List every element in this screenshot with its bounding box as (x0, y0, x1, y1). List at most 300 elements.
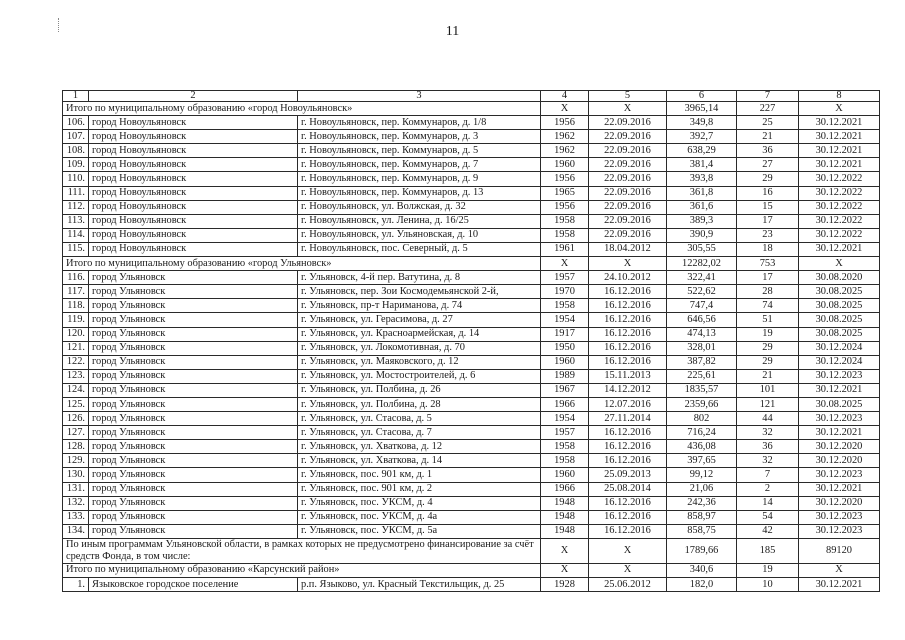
date-cell: 16.12.2016 (589, 299, 667, 313)
address-cell: г. Ульяновск, пос. УКСМ, д. 4а (298, 510, 541, 524)
area-cell: 381,4 (667, 158, 737, 172)
date-cell: 16.12.2016 (589, 440, 667, 454)
table-row (63, 313, 880, 327)
date-cell: 16.12.2016 (589, 285, 667, 299)
subtotal-cell: X (589, 257, 667, 271)
row-number: 115. (63, 242, 89, 256)
housing-table (62, 90, 880, 592)
table-row (63, 383, 880, 397)
year-cell: 1989 (541, 369, 589, 383)
table-row (63, 172, 880, 186)
subtotal-label: По иным программам Ульяновской области, в рамках которых не предусмотрено финансирование за счёт средств Фонда, в том числе: (63, 538, 541, 563)
address-cell: г. Ульяновск, ул. Красноармейская, д. 14 (298, 327, 541, 341)
address-cell: г. Ульяновск, ул. Хваткова, д. 14 (298, 454, 541, 468)
municipality-cell: город Ульяновск (89, 285, 298, 299)
residents-cell: 16 (737, 186, 799, 200)
date-cell: 15.11.2013 (589, 369, 667, 383)
area-cell: 436,08 (667, 440, 737, 454)
year-cell: 1954 (541, 412, 589, 426)
subtotal-cell: X (799, 102, 880, 116)
subtotal-cell: X (541, 102, 589, 116)
address-cell: г. Ульяновск, ул. Маяковского, д. 12 (298, 355, 541, 369)
subtotal-cell: X (541, 563, 589, 577)
row-number: 128. (63, 440, 89, 454)
address-cell: г. Новоульяновск, пер. Коммунаров, д. 1/8 (298, 116, 541, 130)
table-row (63, 412, 880, 426)
area-cell: 2359,66 (667, 397, 737, 411)
residents-cell: 51 (737, 313, 799, 327)
address-cell: г. Новоульяновск, пер. Коммунаров, д. 7 (298, 158, 541, 172)
table-row (63, 468, 880, 482)
area-cell: 349,8 (667, 116, 737, 130)
deadline-cell: 30.08.2025 (799, 313, 880, 327)
address-cell: г. Ульяновск, 4-й пер. Ватутина, д. 8 (298, 271, 541, 285)
address-cell: г. Новоульяновск, пер. Коммунаров, д. 5 (298, 144, 541, 158)
table-row (63, 200, 880, 214)
year-cell: 1965 (541, 186, 589, 200)
area-cell: 716,24 (667, 426, 737, 440)
municipality-cell: город Новоульяновск (89, 214, 298, 228)
year-cell: 1948 (541, 510, 589, 524)
residents-cell: 74 (737, 299, 799, 313)
header-cell: 5 (589, 91, 667, 102)
area-cell: 1835,57 (667, 383, 737, 397)
deadline-cell: 30.12.2022 (799, 228, 880, 242)
table-body (63, 91, 880, 592)
deadline-cell: 30.08.2025 (799, 299, 880, 313)
deadline-cell: 30.12.2021 (799, 482, 880, 496)
year-cell: 1957 (541, 271, 589, 285)
subtotal-residents: 19 (737, 563, 799, 577)
deadline-cell: 30.12.2022 (799, 214, 880, 228)
row-number: 130. (63, 468, 89, 482)
area-cell: 646,56 (667, 313, 737, 327)
municipality-cell: город Новоульяновск (89, 186, 298, 200)
residents-cell: 17 (737, 214, 799, 228)
table-row (63, 299, 880, 313)
deadline-cell: 30.12.2023 (799, 412, 880, 426)
row-number: 111. (63, 186, 89, 200)
year-cell: 1970 (541, 285, 589, 299)
residents-cell: 18 (737, 242, 799, 256)
area-cell: 474,13 (667, 327, 737, 341)
subtotal-row (63, 538, 880, 563)
municipality-cell: город Ульяновск (89, 397, 298, 411)
header-cell: 7 (737, 91, 799, 102)
address-cell: г. Ульяновск, ул. Хваткова, д. 12 (298, 440, 541, 454)
column-number-header (63, 91, 880, 102)
table-row (63, 510, 880, 524)
address-cell: г. Ульяновск, ул. Полбина, д. 26 (298, 383, 541, 397)
area-cell: 522,62 (667, 285, 737, 299)
table-row (63, 214, 880, 228)
area-cell: 393,8 (667, 172, 737, 186)
address-cell: г. Ульяновск, пос. УКСМ, д. 5а (298, 524, 541, 538)
municipality-cell: город Новоульяновск (89, 130, 298, 144)
date-cell: 12.07.2016 (589, 397, 667, 411)
row-number: 127. (63, 426, 89, 440)
year-cell: 1961 (541, 242, 589, 256)
municipality-cell: город Новоульяновск (89, 172, 298, 186)
address-cell: г. Новоульяновск, пер. Коммунаров, д. 13 (298, 186, 541, 200)
deadline-cell: 30.12.2021 (799, 426, 880, 440)
date-cell: 16.12.2016 (589, 341, 667, 355)
year-cell: 1950 (541, 341, 589, 355)
deadline-cell: 30.12.2021 (799, 242, 880, 256)
year-cell: 1957 (541, 426, 589, 440)
row-number: 124. (63, 383, 89, 397)
municipality-cell: Языковское городское поселение (89, 578, 298, 592)
deadline-cell: 30.08.2025 (799, 397, 880, 411)
municipality-cell: город Ульяновск (89, 327, 298, 341)
deadline-cell: 30.08.2025 (799, 285, 880, 299)
row-number: 117. (63, 285, 89, 299)
area-cell: 225,61 (667, 369, 737, 383)
table-row (63, 186, 880, 200)
date-cell: 22.09.2016 (589, 214, 667, 228)
deadline-cell: 30.12.2022 (799, 172, 880, 186)
year-cell: 1928 (541, 578, 589, 592)
subtotal-cell: 89120 (799, 538, 880, 563)
header-cell: 2 (89, 91, 298, 102)
table-row (63, 426, 880, 440)
municipality-cell: город Новоульяновск (89, 228, 298, 242)
deadline-cell: 30.12.2022 (799, 200, 880, 214)
municipality-cell: город Ульяновск (89, 369, 298, 383)
date-cell: 18.04.2012 (589, 242, 667, 256)
year-cell: 1917 (541, 327, 589, 341)
deadline-cell: 30.12.2021 (799, 116, 880, 130)
deadline-cell: 30.08.2020 (799, 271, 880, 285)
residents-cell: 29 (737, 172, 799, 186)
date-cell: 22.09.2016 (589, 200, 667, 214)
table-row (63, 271, 880, 285)
area-cell: 305,55 (667, 242, 737, 256)
row-number: 133. (63, 510, 89, 524)
table-row (63, 116, 880, 130)
row-number: 126. (63, 412, 89, 426)
deadline-cell: 30.12.2023 (799, 524, 880, 538)
date-cell: 25.06.2012 (589, 578, 667, 592)
area-cell: 858,97 (667, 510, 737, 524)
date-cell: 16.12.2016 (589, 524, 667, 538)
deadline-cell: 30.12.2022 (799, 186, 880, 200)
area-cell: 802 (667, 412, 737, 426)
municipality-cell: город Ульяновск (89, 426, 298, 440)
subtotal-residents: 227 (737, 102, 799, 116)
header-cell: 3 (298, 91, 541, 102)
deadline-cell: 30.12.2021 (799, 383, 880, 397)
year-cell: 1958 (541, 214, 589, 228)
row-number: 113. (63, 214, 89, 228)
area-cell: 328,01 (667, 341, 737, 355)
residents-cell: 21 (737, 130, 799, 144)
deadline-cell: 30.12.2023 (799, 468, 880, 482)
table-row (63, 397, 880, 411)
residents-cell: 32 (737, 454, 799, 468)
deadline-cell: 30.12.2023 (799, 510, 880, 524)
area-cell: 99,12 (667, 468, 737, 482)
header-cell: 8 (799, 91, 880, 102)
subtotal-area: 12282,02 (667, 257, 737, 271)
municipality-cell: город Ульяновск (89, 299, 298, 313)
date-cell: 22.09.2016 (589, 158, 667, 172)
header-cell: 1 (63, 91, 89, 102)
deadline-cell: 30.12.2023 (799, 369, 880, 383)
table-row (63, 158, 880, 172)
area-cell: 182,0 (667, 578, 737, 592)
municipality-cell: город Ульяновск (89, 383, 298, 397)
date-cell: 16.12.2016 (589, 510, 667, 524)
row-number: 110. (63, 172, 89, 186)
year-cell: 1958 (541, 228, 589, 242)
area-cell: 392,7 (667, 130, 737, 144)
year-cell: 1958 (541, 454, 589, 468)
area-cell: 389,3 (667, 214, 737, 228)
residents-cell: 27 (737, 158, 799, 172)
date-cell: 16.12.2016 (589, 426, 667, 440)
subtotal-area: 1789,66 (667, 538, 737, 563)
municipality-cell: город Ульяновск (89, 412, 298, 426)
row-number: 114. (63, 228, 89, 242)
year-cell: 1948 (541, 496, 589, 510)
row-number: 131. (63, 482, 89, 496)
address-cell: г. Ульяновск, ул. Стасова, д. 5 (298, 412, 541, 426)
row-number: 120. (63, 327, 89, 341)
year-cell: 1962 (541, 144, 589, 158)
municipality-cell: город Ульяновск (89, 440, 298, 454)
residents-cell: 44 (737, 412, 799, 426)
row-number: 1. (63, 578, 89, 592)
year-cell: 1962 (541, 130, 589, 144)
area-cell: 858,75 (667, 524, 737, 538)
residents-cell: 28 (737, 285, 799, 299)
table-row (63, 341, 880, 355)
address-cell: г. Новоульяновск, ул. Ленина, д. 16/25 (298, 214, 541, 228)
address-cell: г. Новоульяновск, пер. Коммунаров, д. 9 (298, 172, 541, 186)
table-row (63, 327, 880, 341)
address-cell: г. Ульяновск, ул. Мостостроителей, д. 6 (298, 369, 541, 383)
year-cell: 1956 (541, 172, 589, 186)
row-number: 119. (63, 313, 89, 327)
row-number: 106. (63, 116, 89, 130)
area-cell: 361,6 (667, 200, 737, 214)
deadline-cell: 30.12.2021 (799, 144, 880, 158)
municipality-cell: город Ульяновск (89, 313, 298, 327)
subtotal-area: 340,6 (667, 563, 737, 577)
municipality-cell: город Новоульяновск (89, 158, 298, 172)
address-cell: г. Новоульяновск, ул. Ульяновская, д. 10 (298, 228, 541, 242)
row-number: 121. (63, 341, 89, 355)
area-cell: 242,36 (667, 496, 737, 510)
subtotal-area: 3965,14 (667, 102, 737, 116)
address-cell: г. Ульяновск, ул. Локомотивная, д. 70 (298, 341, 541, 355)
table-row (63, 285, 880, 299)
year-cell: 1958 (541, 440, 589, 454)
address-cell: г. Новоульяновск, пер. Коммунаров, д. 3 (298, 130, 541, 144)
subtotal-row (63, 563, 880, 577)
year-cell: 1954 (541, 313, 589, 327)
year-cell: 1958 (541, 299, 589, 313)
date-cell: 22.09.2016 (589, 116, 667, 130)
deadline-cell: 30.12.2021 (799, 578, 880, 592)
address-cell: г. Новоульяновск, пос. Северный, д. 5 (298, 242, 541, 256)
subtotal-label: Итого по муниципальному образованию «Карсунский район» (63, 563, 541, 577)
row-number: 109. (63, 158, 89, 172)
area-cell: 322,41 (667, 271, 737, 285)
subtotal-residents: 753 (737, 257, 799, 271)
subtotal-label: Итого по муниципальному образованию «город Ульяновск» (63, 257, 541, 271)
municipality-cell: город Ульяновск (89, 468, 298, 482)
table-row (63, 355, 880, 369)
subtotal-row (63, 102, 880, 116)
subtotal-row (63, 257, 880, 271)
area-cell: 21,06 (667, 482, 737, 496)
subtotal-residents: 185 (737, 538, 799, 563)
deadline-cell: 30.12.2020 (799, 454, 880, 468)
table-row (63, 482, 880, 496)
municipality-cell: город Новоульяновск (89, 116, 298, 130)
area-cell: 390,9 (667, 228, 737, 242)
residents-cell: 25 (737, 116, 799, 130)
date-cell: 22.09.2016 (589, 186, 667, 200)
deadline-cell: 30.12.2024 (799, 355, 880, 369)
address-cell: г. Ульяновск, пос. УКСМ, д. 4 (298, 496, 541, 510)
address-cell: г. Ульяновск, ул. Стасова, д. 7 (298, 426, 541, 440)
date-cell: 14.12.2012 (589, 383, 667, 397)
row-number: 132. (63, 496, 89, 510)
date-cell: 25.09.2013 (589, 468, 667, 482)
residents-cell: 19 (737, 327, 799, 341)
table-row (63, 440, 880, 454)
residents-cell: 54 (737, 510, 799, 524)
year-cell: 1956 (541, 116, 589, 130)
area-cell: 397,65 (667, 454, 737, 468)
area-cell: 361,8 (667, 186, 737, 200)
municipality-cell: город Ульяновск (89, 355, 298, 369)
address-cell: г. Ульяновск, ул. Герасимова, д. 27 (298, 313, 541, 327)
date-cell: 16.12.2016 (589, 355, 667, 369)
residents-cell: 101 (737, 383, 799, 397)
subtotal-cell: X (589, 538, 667, 563)
year-cell: 1966 (541, 397, 589, 411)
subtotal-cell: X (541, 538, 589, 563)
subtotal-cell: X (541, 257, 589, 271)
table-row (63, 228, 880, 242)
subtotal-cell: X (589, 563, 667, 577)
municipality-cell: город Ульяновск (89, 482, 298, 496)
municipality-cell: город Ульяновск (89, 510, 298, 524)
residents-cell: 7 (737, 468, 799, 482)
subtotal-cell: X (799, 257, 880, 271)
date-cell: 24.10.2012 (589, 271, 667, 285)
date-cell: 16.12.2016 (589, 327, 667, 341)
date-cell: 27.11.2014 (589, 412, 667, 426)
address-cell: г. Ульяновск, пос. 901 км, д. 1 (298, 468, 541, 482)
residents-cell: 29 (737, 341, 799, 355)
date-cell: 22.09.2016 (589, 130, 667, 144)
residents-cell: 21 (737, 369, 799, 383)
table-row (63, 524, 880, 538)
row-number: 134. (63, 524, 89, 538)
area-cell: 387,82 (667, 355, 737, 369)
year-cell: 1960 (541, 355, 589, 369)
residents-cell: 42 (737, 524, 799, 538)
residents-cell: 2 (737, 482, 799, 496)
municipality-cell: город Ульяновск (89, 341, 298, 355)
header-cell: 4 (541, 91, 589, 102)
row-number: 118. (63, 299, 89, 313)
address-cell: г. Ульяновск, пос. 901 км, д. 2 (298, 482, 541, 496)
municipality-cell: город Ульяновск (89, 454, 298, 468)
address-cell: г. Ульяновск, пер. Зои Космодемьянской 2-й, (298, 285, 541, 299)
deadline-cell: 30.12.2021 (799, 158, 880, 172)
residents-cell: 29 (737, 355, 799, 369)
address-cell: р.п. Языково, ул. Красный Текстильщик, д. 25 (298, 578, 541, 592)
year-cell: 1960 (541, 468, 589, 482)
residents-cell: 15 (737, 200, 799, 214)
row-number: 123. (63, 369, 89, 383)
row-number: 108. (63, 144, 89, 158)
page-number: 11 (445, 24, 460, 39)
row-number: 125. (63, 397, 89, 411)
date-cell: 22.09.2016 (589, 172, 667, 186)
row-number: 107. (63, 130, 89, 144)
table-row (63, 578, 880, 592)
residents-cell: 14 (737, 496, 799, 510)
residents-cell: 36 (737, 144, 799, 158)
row-number: 122. (63, 355, 89, 369)
table-row (63, 242, 880, 256)
date-cell: 16.12.2016 (589, 454, 667, 468)
deadline-cell: 30.12.2020 (799, 496, 880, 510)
year-cell: 1966 (541, 482, 589, 496)
deadline-cell: 30.12.2021 (799, 130, 880, 144)
subtotal-label: Итого по муниципальному образованию «город Новоульяновск» (63, 102, 541, 116)
year-cell: 1956 (541, 200, 589, 214)
year-cell: 1948 (541, 524, 589, 538)
municipality-cell: город Ульяновск (89, 496, 298, 510)
subtotal-cell: X (799, 563, 880, 577)
date-cell: 25.08.2014 (589, 482, 667, 496)
row-number: 112. (63, 200, 89, 214)
table-row (63, 454, 880, 468)
row-number: 116. (63, 271, 89, 285)
date-cell: 16.12.2016 (589, 496, 667, 510)
date-cell: 16.12.2016 (589, 313, 667, 327)
residents-cell: 17 (737, 271, 799, 285)
table-row (63, 130, 880, 144)
year-cell: 1960 (541, 158, 589, 172)
address-cell: г. Новоульяновск, ул. Волжская, д. 32 (298, 200, 541, 214)
area-cell: 747,4 (667, 299, 737, 313)
municipality-cell: город Новоульяновск (89, 144, 298, 158)
municipality-cell: город Новоульяновск (89, 200, 298, 214)
address-cell: г. Ульяновск, ул. Полбина, д. 28 (298, 397, 541, 411)
deadline-cell: 30.08.2025 (799, 327, 880, 341)
residents-cell: 121 (737, 397, 799, 411)
year-cell: 1967 (541, 383, 589, 397)
municipality-cell: город Ульяновск (89, 271, 298, 285)
table-row (63, 144, 880, 158)
date-cell: 22.09.2016 (589, 144, 667, 158)
row-number: 129. (63, 454, 89, 468)
residents-cell: 36 (737, 440, 799, 454)
residents-cell: 23 (737, 228, 799, 242)
municipality-cell: город Новоульяновск (89, 242, 298, 256)
address-cell: г. Ульяновск, пр-т Нариманова, д. 74 (298, 299, 541, 313)
date-cell: 22.09.2016 (589, 228, 667, 242)
